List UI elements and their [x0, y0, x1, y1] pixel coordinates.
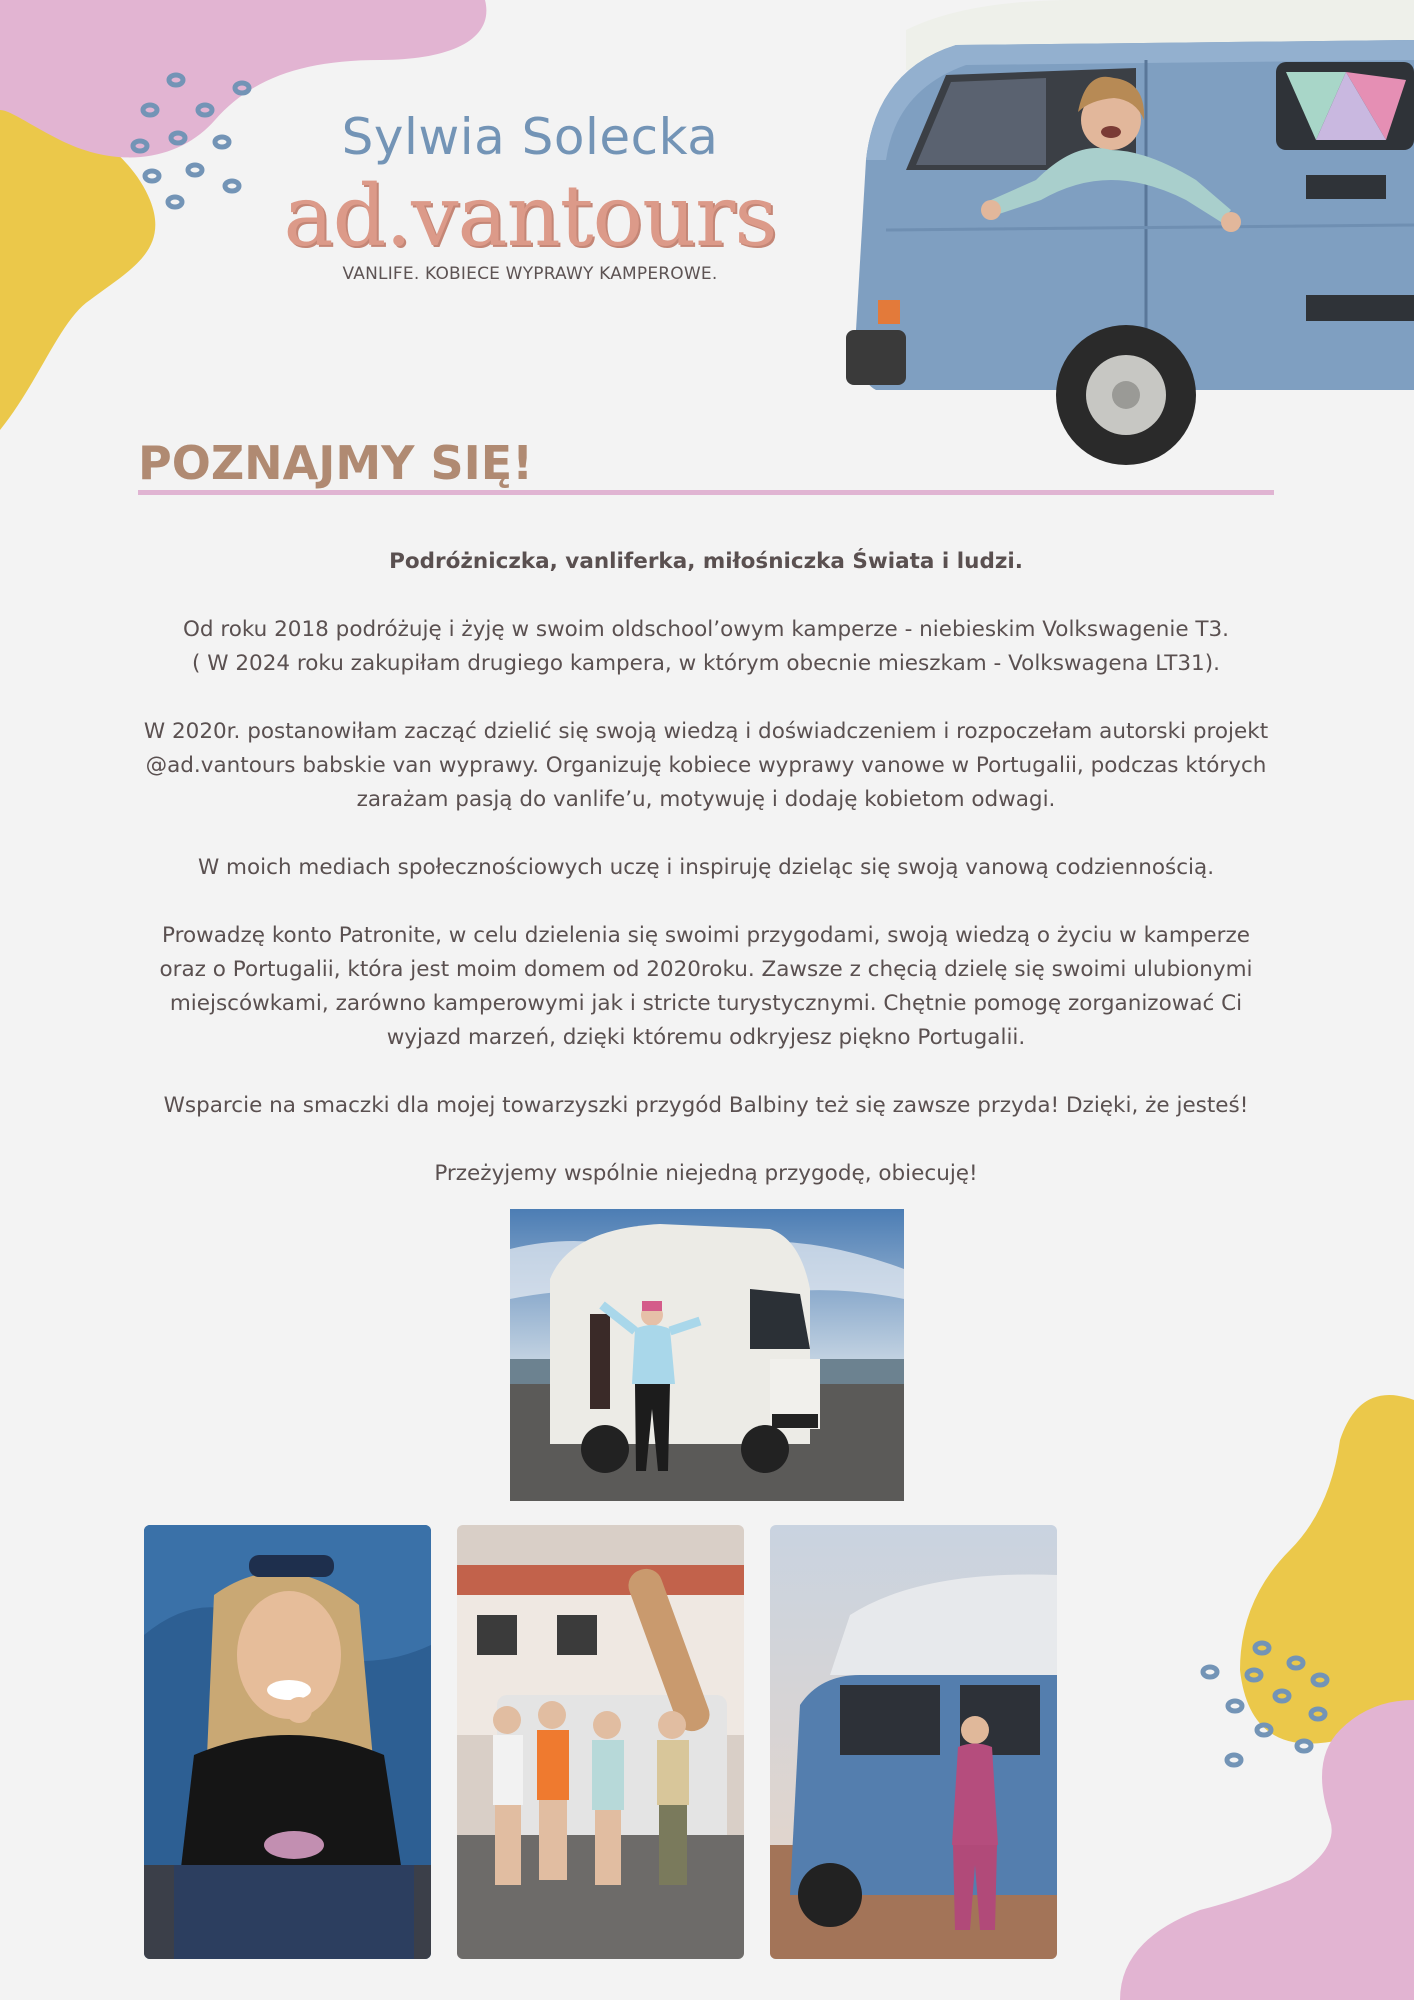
paragraph-support: Wsparcie na smaczki dla mojej towarzyszki przygód Balbiny też się zawsze przyda! Dzięki, że jesteś!	[163, 1093, 1249, 1118]
portrait-photo	[144, 1525, 431, 1959]
blue-van-sunset-photo	[770, 1525, 1057, 1959]
paragraph-social: W moich mediach społecznościowych uczę i inspiruję dzieląc się swoją vanową codziennością.	[197, 855, 1215, 880]
text-line: Od roku 2018 podróżuję i żyję w swoim oldschool’owym kamperze - niebieskim Volkswagenie T3.	[182, 617, 1230, 642]
pink-blob	[1120, 1700, 1414, 2000]
paragraph-project	[138, 715, 1274, 817]
text-line: zarażam pasją do vanlife’u, motywuję i dodaję kobietom odwagi.	[356, 787, 1056, 812]
paragraph-patronite	[138, 919, 1274, 1055]
camper-photo	[510, 1209, 904, 1501]
lead-paragraph: Podróżniczka, vanliferka, miłośniczka Świata i ludzi.	[389, 549, 1023, 574]
text-line: oraz o Portugalii, która jest moim domem od 2020roku. Zawsze z chęcią dzielę się swoimi ulubionymi	[159, 957, 1253, 982]
text-line: wyjazd marzeń, dzięki któremu odkryjesz piękno Portugalii.	[386, 1025, 1026, 1050]
paragraph-vans	[138, 613, 1274, 681]
brand-logo: ad.vantours	[283, 167, 777, 265]
group-photo	[457, 1525, 744, 1959]
blue-van-photo	[846, 0, 1414, 470]
yellow-blob	[1240, 1395, 1414, 1744]
text-line: W 2020r. postanowiłam zacząć dzielić się swoją wiedzą i doświadczeniem i rozpoczełam autorski projekt	[143, 719, 1269, 744]
text-line: Prowadzę konto Patronite, w celu dzielenia się swoimi przygodami, swoją wiedzą o życiu w kamperze	[162, 923, 1250, 948]
text-line: ( W 2024 roku zakupiłam drugiego kampera, w którym obecnie mieszkam - Volkswagena LT31).	[192, 651, 1220, 676]
about-text	[138, 545, 1274, 1225]
text-line: miejscówkami, zarówno kamperowymi jak i stricte turystycznymi. Chętnie pomogę zorganizować Ci	[169, 991, 1243, 1016]
tagline: VANLIFE. KOBIECE WYPRAWY KAMPEROWE.	[342, 264, 718, 284]
paragraph-closing: Przeżyjemy wspólnie niejedną przygodę, obiecuję!	[434, 1161, 978, 1186]
section-divider	[138, 490, 1274, 495]
decorative-blobs-bottom	[1040, 1380, 1414, 2000]
author-name: Sylwia Solecka	[341, 108, 719, 166]
section-heading: POZNAJMY SIĘ!	[138, 436, 534, 490]
text-line: @ad.vantours babskie van wyprawy. Organizuję kobiece wyprawy vanowe w Portugalii, podczas których	[145, 753, 1267, 778]
